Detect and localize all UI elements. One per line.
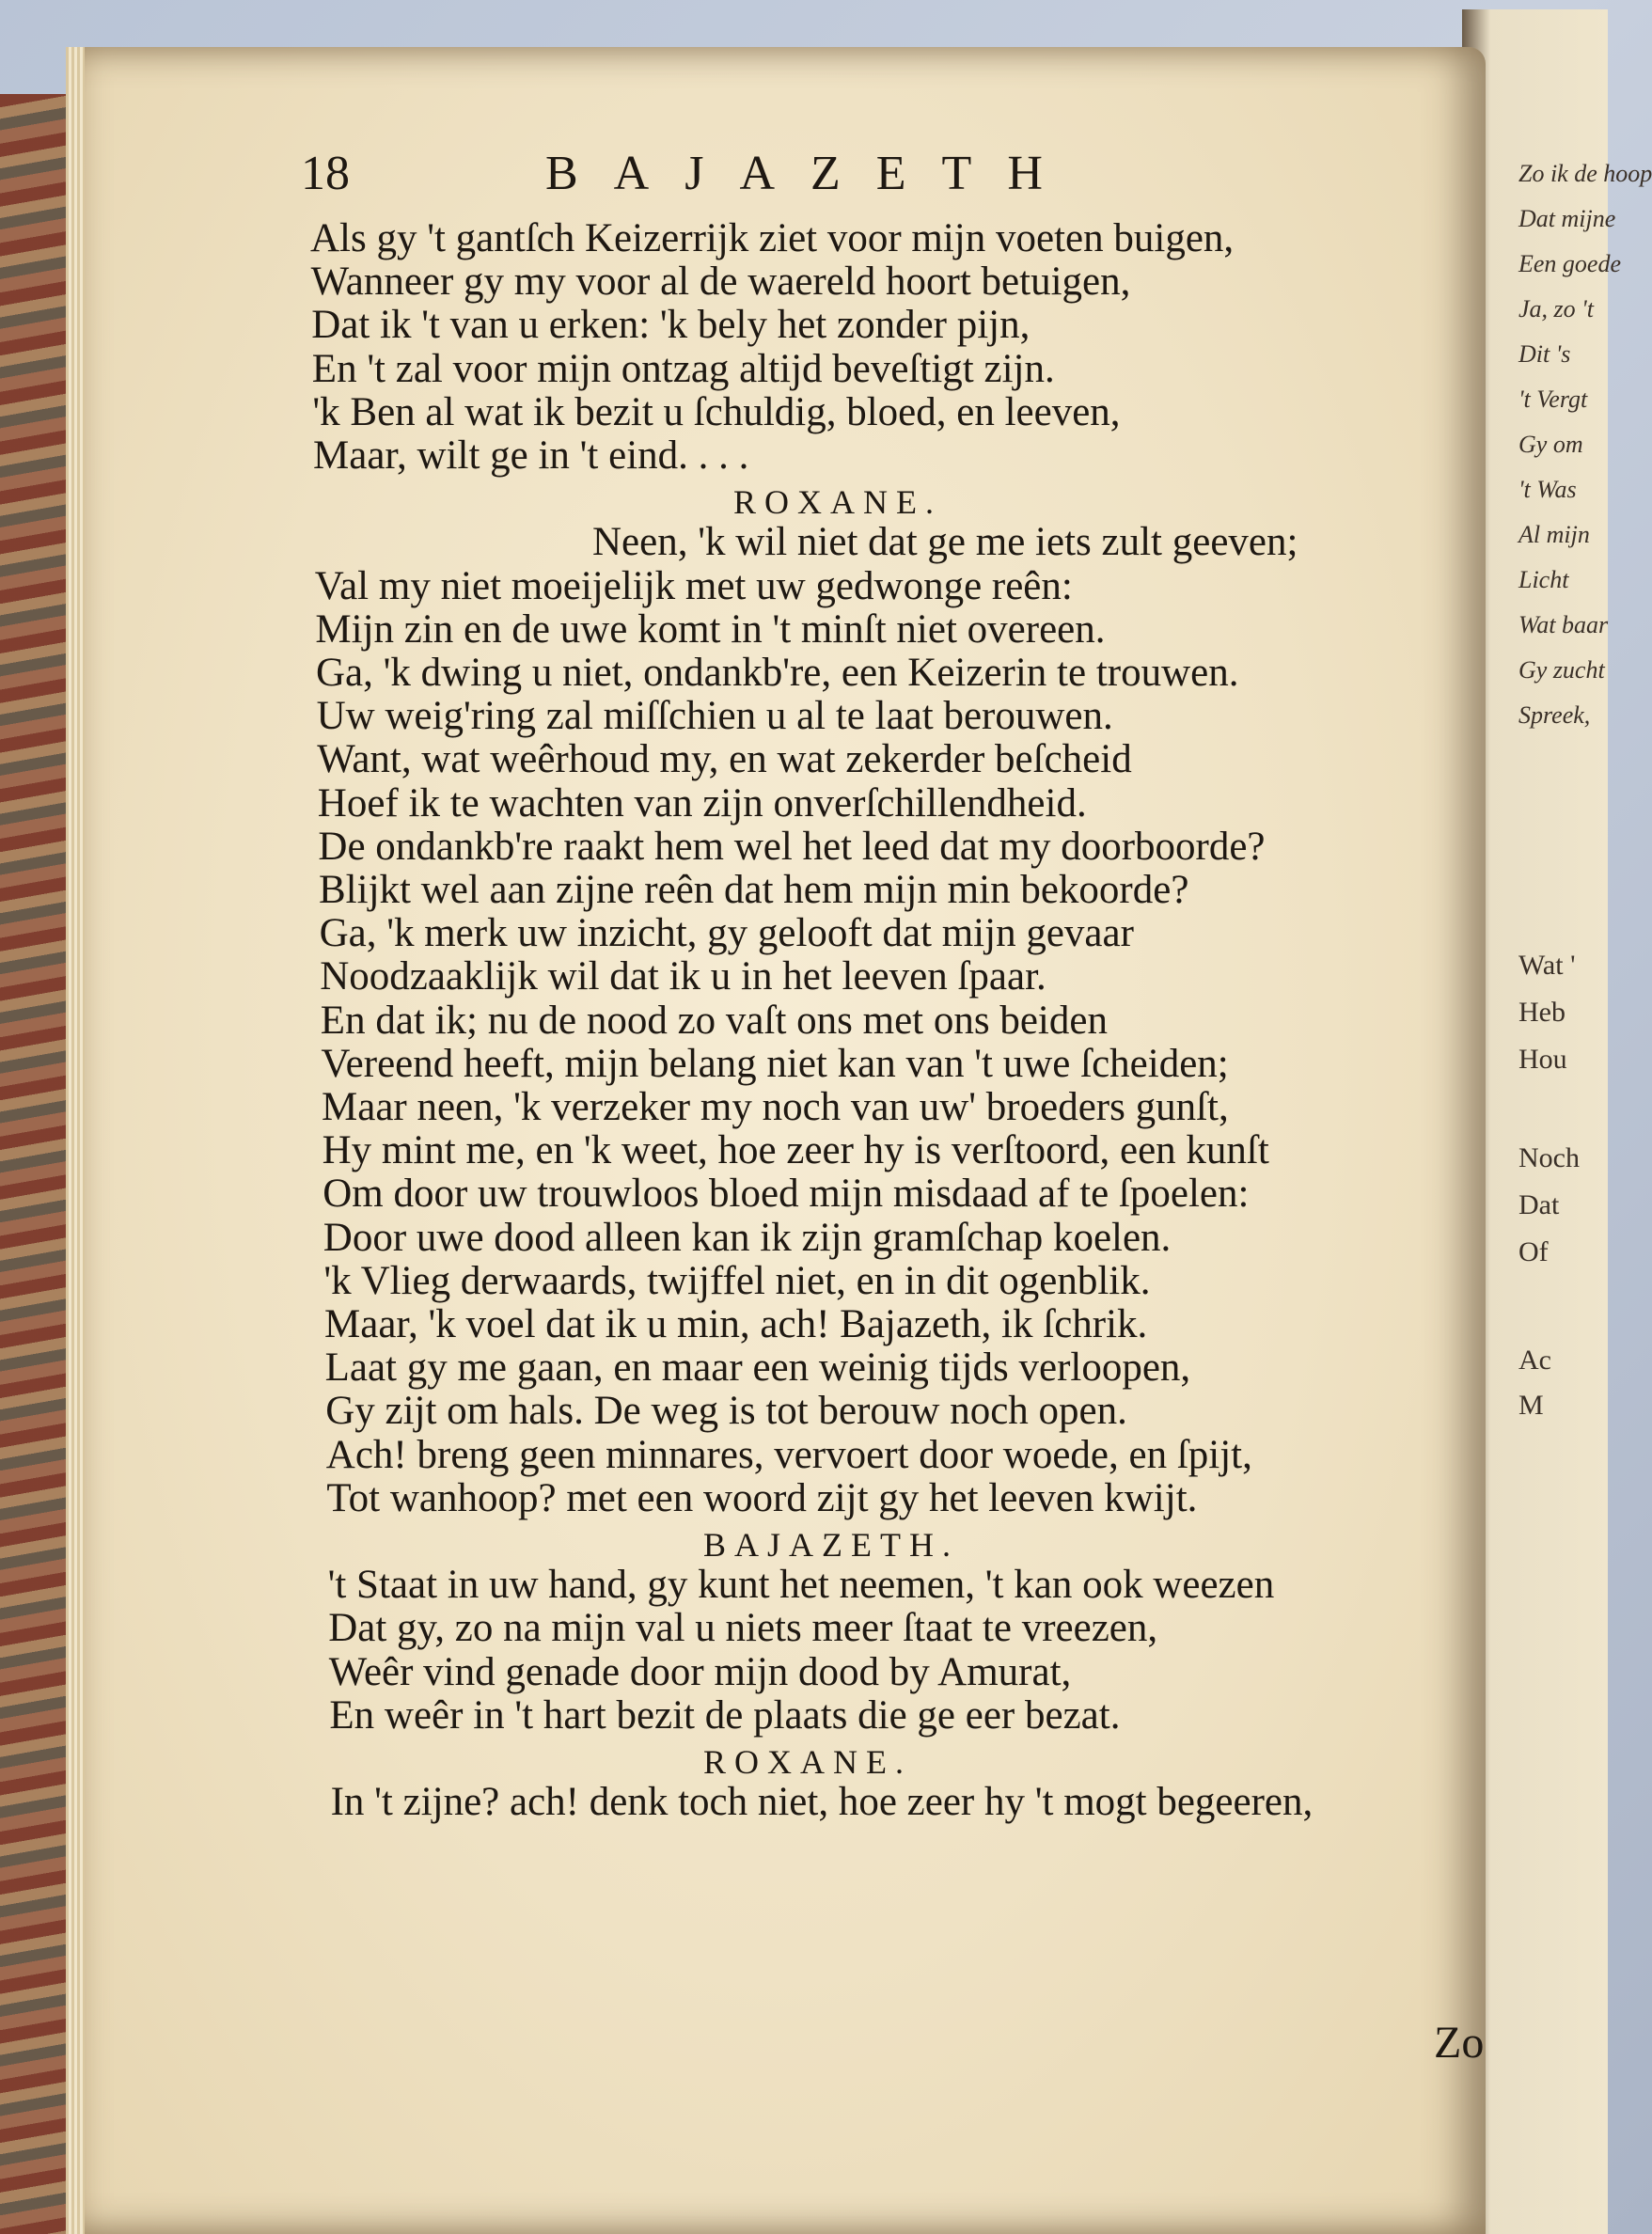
facing-page-fragment: Heb — [1518, 997, 1565, 1028]
facing-page-fragment: Ac — [1518, 1345, 1551, 1376]
verse-line: Als gy 't gantſch Keizerrijk ziet voor mijn voeten buigen, — [310, 216, 1235, 260]
speaker-name: BAJAZETH. — [703, 1526, 959, 1564]
facing-page-fragment: Al mijn — [1518, 521, 1590, 548]
verse-line: Hy mint me, en 'k weet, hoe zeer hy is verſtoord, een kunſt — [322, 1128, 1269, 1173]
verse-line: In 't zijne? ach! denk toch niet, hoe zeer hy 't mogt begeeren, — [330, 1780, 1314, 1825]
facing-page-fragment: Een goede — [1518, 250, 1622, 277]
verse-line: Weêr vind genade door mijn dood by Amurat, — [328, 1649, 1072, 1694]
verse-line: Door uwe dood alleen kan ik zijn gramſchap koelen. — [323, 1215, 1172, 1260]
verse-line: Hoef ik te wachten van zijn onverſchillendheid. — [317, 780, 1087, 826]
facing-page-fragment: Gy zucht — [1518, 656, 1605, 684]
facing-page-fragment: Noch — [1518, 1142, 1580, 1173]
verse-line: Dat ik 't van u erken: 'k bely het zonder pijn, — [311, 303, 1031, 348]
facing-page-fragment: Licht — [1518, 566, 1569, 593]
speaker-name: ROXANE. — [733, 483, 942, 522]
verse-line: En dat ik; nu de nood zo vaſt ons met ons beiden — [320, 998, 1108, 1043]
page-header — [301, 146, 1335, 202]
verse-line: Dat gy, zo na mijn val u niets meer ſtaat te vreezen, — [328, 1606, 1158, 1651]
facing-page-fragment: 't Was — [1518, 476, 1577, 503]
running-title: BAJAZETH — [545, 147, 1078, 200]
facing-page-fragment: Of — [1518, 1236, 1549, 1267]
verse-line: De ondankb're raakt hem wel het leed dat my doorboorde? — [318, 824, 1266, 869]
verse-line: En 't zal voor mijn ontzag altijd beveſtigt zijn. — [311, 346, 1055, 391]
facing-page-fragment: Dat — [1518, 1189, 1560, 1220]
verse-line: En weêr in 't hart bezit de plaats die ge eer bezat. — [329, 1692, 1121, 1738]
facing-page-fragment: Gy om — [1518, 431, 1583, 458]
verse-line: Want, wat weêrhoud my, en wat zekerder beſcheid — [317, 737, 1132, 782]
verse-line: Maar, wilt ge in 't eind. . . . — [313, 433, 749, 478]
facing-page-fragment: M — [1518, 1390, 1544, 1421]
verse-line: 'k Vlieg derwaards, twijffel niet, en in dit ogenblik. — [323, 1258, 1151, 1303]
facing-page-fragment: Dat mijne — [1518, 205, 1616, 232]
facing-page-fragment: 't Vergt — [1518, 385, 1588, 413]
verse-line: Blijkt wel aan zijne reên dat hem mijn min bekoorde? — [319, 868, 1189, 912]
verse-line: Mijn zin en de uwe komt in 't minſt niet overeen. — [315, 606, 1106, 652]
verse-line: Val my niet moeijelijk met uw gedwonge reên: — [314, 563, 1073, 608]
verse-line: Noodzaaklijk wil dat ik u in het leeven ſpaar. — [320, 954, 1046, 999]
facing-page-fragment: Wat baar — [1518, 611, 1609, 638]
verse-line: Neen, 'k wil niet dat ge me iets zult geeven; — [592, 520, 1298, 565]
verse-line: 'k Ben al wat ik bezit u ſchuldig, bloed, en leeven, — [312, 389, 1121, 434]
verse-line: Om door uw trouwloos bloed mijn misdaad af te ſpoelen: — [323, 1172, 1250, 1217]
verse-line: Gy zijt om hals. De weg is tot berouw noch open. — [325, 1389, 1127, 1434]
facing-page-fragment: Spreek, — [1518, 701, 1591, 729]
verse-line: Maar neen, 'k verzeker my noch van uw' broeders gunſt, — [322, 1085, 1229, 1129]
verse-line: 't Staat in uw hand, gy kunt het neemen, 't kan ook weezen — [327, 1563, 1275, 1608]
verse-line: Maar, 'k voel dat ik u min, ach! Bajazeth, ik ſchrik. — [324, 1302, 1148, 1346]
verse-line: Vereend heeft, mijn belang niet kan van 't uwe ſcheiden; — [321, 1041, 1229, 1086]
catchword: Zo — [1434, 2018, 1485, 2068]
verse-line: Uw weig'ring zal miſſchien u al te laat berouwen. — [316, 694, 1113, 739]
verse-line: Ga, 'k merk uw inzicht, gy gelooft dat mijn gevaar — [319, 911, 1134, 956]
verse-line: Ga, 'k dwing u niet, ondankb're, een Keizerin te trouwen. — [316, 651, 1239, 695]
page-number: 18 — [301, 147, 350, 200]
facing-page-fragment: Ja, zo 't — [1518, 295, 1594, 323]
verse-line: Ach! breng geen minnares, vervoert door woede, en ſpijt, — [325, 1432, 1252, 1477]
verse-line: Laat gy me gaan, en maar een weinig tijds verloopen, — [324, 1345, 1191, 1391]
facing-page-fragment: Hou — [1518, 1044, 1567, 1075]
page-edge — [66, 47, 85, 2234]
verse-line: Wanneer gy my voor al de waereld hoort betuigen, — [310, 260, 1131, 305]
facing-page-fragment: Dit 's — [1518, 340, 1571, 368]
facing-page-fragment: Zo ik de hoop — [1518, 160, 1652, 187]
speaker-name: ROXANE. — [703, 1743, 912, 1781]
facing-page-fragment: Wat ' — [1518, 950, 1576, 981]
verse-line: Tot wanhoop? met een woord zijt gy het leeven kwijt. — [326, 1475, 1198, 1520]
